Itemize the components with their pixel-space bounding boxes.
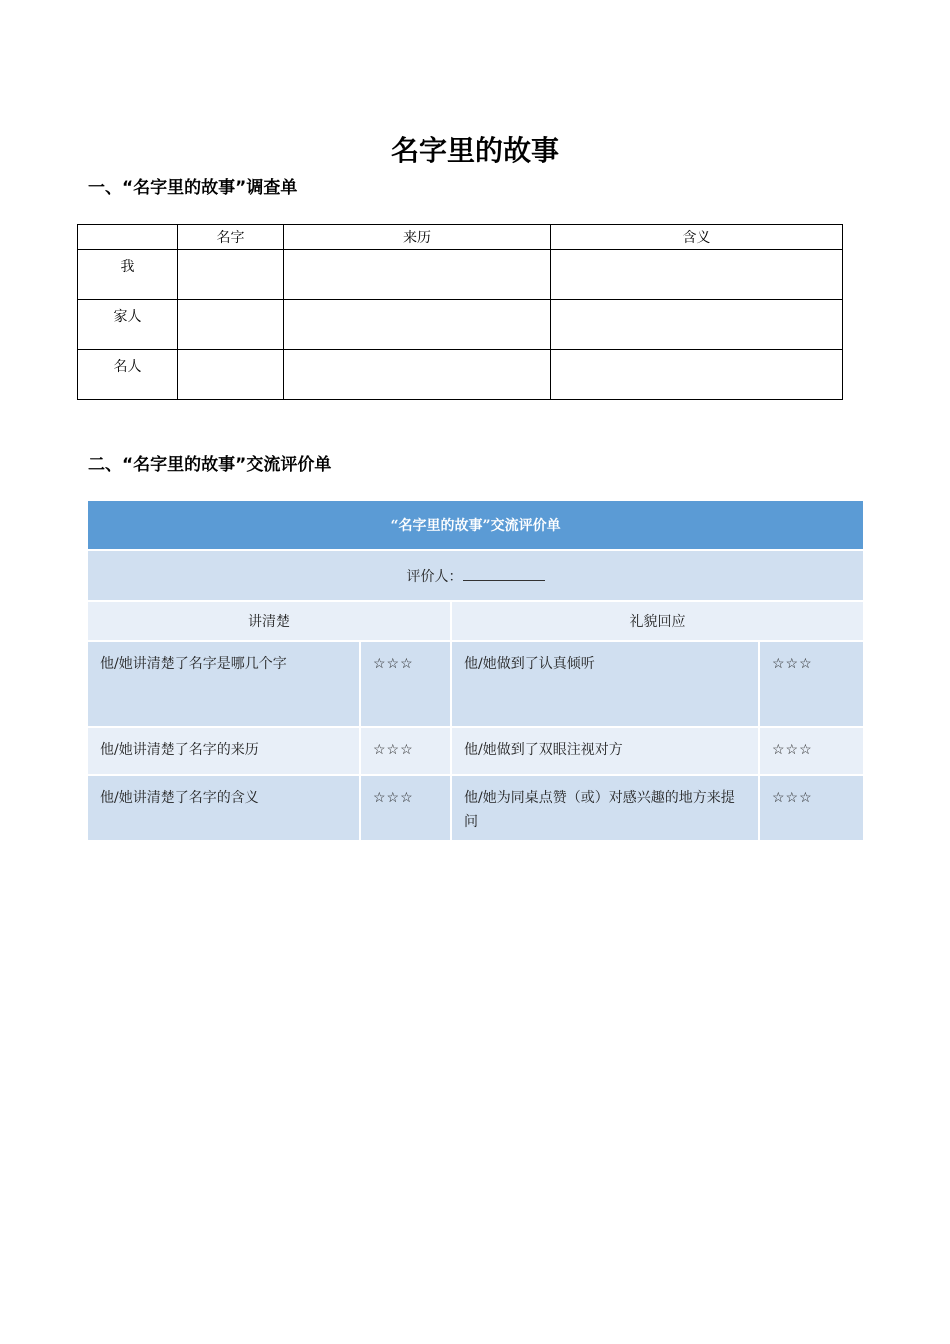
star-rating[interactable]: ☆☆☆ [759, 727, 864, 775]
header-speak-clearly: 讲清楚 [87, 601, 451, 641]
survey-header-name: 名字 [178, 225, 284, 250]
page-title: 名字里的故事 [390, 134, 559, 167]
evaluation-title-row [87, 501, 864, 550]
table-row [87, 727, 864, 775]
evaluation-header-row [87, 601, 864, 641]
evaluator-blank-line[interactable] [463, 566, 545, 581]
survey-cell-name[interactable] [178, 350, 284, 400]
evaluation-table [86, 501, 865, 842]
evaluator-label: 评价人： [406, 568, 463, 585]
star-rating[interactable]: ☆☆☆ [360, 641, 451, 727]
survey-cell-origin[interactable] [284, 300, 551, 350]
survey-cell-name[interactable] [178, 300, 284, 350]
survey-cell-meaning[interactable] [551, 350, 843, 400]
row-label-me: 我 [78, 250, 178, 300]
survey-header-blank [78, 225, 178, 250]
table-row [78, 300, 843, 350]
star-rating[interactable]: ☆☆☆ [759, 775, 864, 841]
survey-cell-origin[interactable] [284, 250, 551, 300]
survey-header-origin: 来历 [284, 225, 551, 250]
survey-header-row [78, 225, 843, 250]
section-heading-survey: 一、“名字里的故事”调查单 [88, 178, 298, 198]
criterion-left: 他/她讲清楚了名字是哪几个字 [87, 641, 360, 727]
table-row [87, 775, 864, 841]
survey-cell-meaning[interactable] [551, 250, 843, 300]
star-rating[interactable]: ☆☆☆ [360, 775, 451, 841]
row-label-celebrity: 名人 [78, 350, 178, 400]
table-row [78, 250, 843, 300]
survey-cell-origin[interactable] [284, 350, 551, 400]
survey-table [77, 224, 843, 400]
criterion-right: 他/她做到了认真倾听 [451, 641, 759, 727]
star-rating[interactable]: ☆☆☆ [759, 641, 864, 727]
criterion-left: 他/她讲清楚了名字的含义 [87, 775, 360, 841]
survey-cell-name[interactable] [178, 250, 284, 300]
survey-cell-meaning[interactable] [551, 300, 843, 350]
survey-header-meaning: 含义 [551, 225, 843, 250]
criterion-right: 他/她为同桌点赞（或）对感兴趣的地方来提问 [451, 775, 759, 841]
header-polite-response: 礼貌回应 [451, 601, 864, 641]
criterion-right: 他/她做到了双眼注视对方 [451, 727, 759, 775]
section-heading-evaluation: 二、“名字里的故事”交流评价单 [88, 455, 332, 475]
criterion-left: 他/她讲清楚了名字的来历 [87, 727, 360, 775]
evaluator-row [87, 550, 864, 601]
evaluation-table-title: “名字里的故事”交流评价单 [87, 501, 864, 550]
table-row [87, 641, 864, 727]
evaluator-cell [87, 550, 864, 601]
table-row [78, 350, 843, 400]
star-rating[interactable]: ☆☆☆ [360, 727, 451, 775]
row-label-family: 家人 [78, 300, 178, 350]
